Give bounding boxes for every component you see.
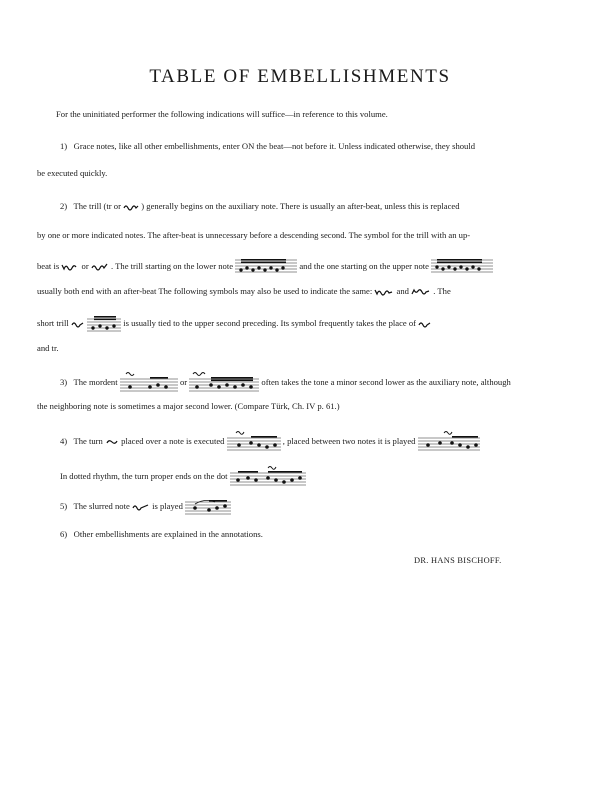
item-1-line-2: be executed quickly. [37, 168, 108, 178]
item-2-text-g: usually both end with an after-beat The following symbols may also be used to indicate the same: [37, 286, 373, 296]
trill-upbeat-icon [91, 263, 109, 271]
trill-upbeat-icon [61, 263, 79, 271]
item-4-number: 4) [60, 435, 68, 446]
item-5-line-1 [60, 496, 231, 518]
item-4-line-2 [60, 465, 306, 489]
trill-upbeat-icon [411, 288, 431, 296]
mordent-icon [189, 371, 259, 395]
item-2-line-3 [37, 258, 493, 276]
item-6-text: Other embellishments are explained in the annotations. [73, 529, 263, 539]
item-2-text-e: . The trill starting on the lower note [111, 260, 234, 271]
item-2-text-a: The trill (tr or [73, 201, 121, 211]
item-5-text-a: The slurred note [73, 500, 130, 511]
item-4-text-b: placed over a note is executed [121, 435, 225, 446]
music-example [185, 496, 231, 518]
item-4-line-1 [60, 430, 480, 454]
item-3-text-a: The mordent [73, 376, 118, 387]
item-5-text-b: is played [152, 500, 183, 511]
item-4-text-a: The turn [73, 435, 103, 446]
item-2-text-c: beat is [37, 260, 60, 271]
trill-wavy-icon [123, 203, 139, 211]
item-6-number: 6) [60, 529, 68, 539]
item-1-text: Grace notes, like all other embellishments, enter ON the beat—not before it. Unless indicated otherwise, they should [73, 141, 476, 151]
item-2-text-k: is usually tied to the upper second preceding. Its symbol frequently takes the place of [123, 317, 417, 328]
item-2-text-i: . The [433, 286, 451, 296]
trill-upbeat-icon [374, 288, 394, 296]
item-2-line-1 [60, 200, 460, 212]
item-2-line-5 [37, 314, 432, 334]
intro-text: For the uninitiated performer the following indications will suffice—in reference to this volume. [56, 109, 388, 119]
item-3-text-c: often takes the tone a minor second lower as the auxiliary note, although [261, 376, 511, 387]
music-example [87, 314, 121, 334]
item-4-text-c: , placed between two notes it is played [282, 435, 416, 446]
item-1-number: 1) [60, 141, 68, 151]
item-5-number: 5) [60, 500, 68, 511]
item-3-line-1 [60, 371, 511, 395]
item-1-line-1 [60, 140, 475, 152]
music-example [235, 258, 297, 276]
item-4-text-d: In dotted rhythm, the turn proper ends on the dot [60, 470, 228, 481]
item-3-text-b: or [179, 376, 188, 387]
item-3-number: 3) [60, 376, 68, 387]
item-2-text-j: short trill [37, 317, 69, 328]
item-2-text-f: and the one starting on the upper note [299, 260, 429, 271]
item-2-text-h: and [396, 286, 409, 296]
turn-icon [105, 438, 119, 446]
slur-icon [132, 503, 150, 511]
item-3-line-2: the neighboring note is sometimes a major second lower. (Compare Türk, Ch. IV p. 61.) [37, 401, 340, 411]
item-6-line-1 [60, 528, 263, 540]
item-2-text-d: or [81, 260, 89, 271]
short-trill-icon [418, 320, 432, 328]
signature: DR. HANS BISCHOFF. [414, 556, 502, 565]
item-2-line-6: and tr. [37, 343, 59, 353]
item-2-line-2: by one or more indicated notes. The after-beat is unnecessary before a descending second. The symbol for the trill with an up- [37, 230, 471, 240]
music-example [230, 465, 306, 489]
item-2-number: 2) [60, 201, 68, 211]
mordent-icon [120, 371, 178, 395]
short-trill-icon [71, 320, 85, 328]
item-2-line-4 [37, 285, 451, 297]
music-example [227, 430, 281, 454]
music-example [431, 258, 493, 276]
music-example [418, 430, 480, 454]
page-title: TABLE OF EMBELLISHMENTS [149, 66, 451, 87]
item-2-text-b: ) generally begins on the auxiliary note. There is usually an after-beat, unless this is replaced [141, 201, 460, 211]
